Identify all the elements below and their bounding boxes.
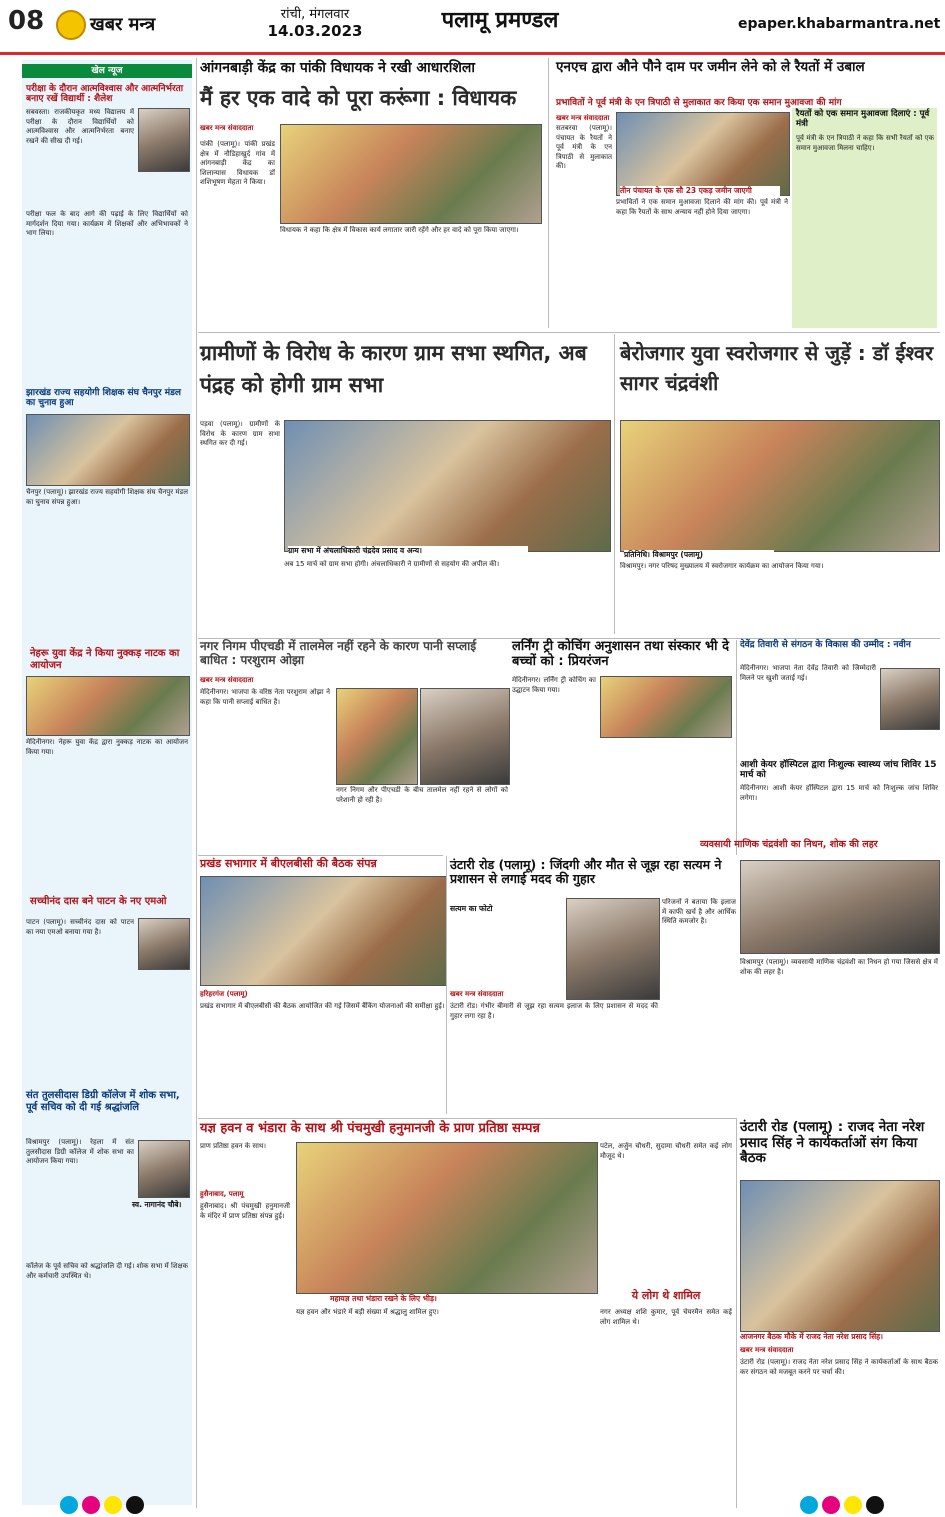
- rozgar-body: विश्रामपुर। नगर परिषद मुख्यालय में स्वरोजगार कार्यक्रम का आयोजन किया गया।: [620, 562, 824, 570]
- sidebar-story4-title: सच्चीनंद दास बने पाटन के नए एमओ: [30, 896, 167, 907]
- untari1-byline: खबर मन्त्र संवाददाता: [450, 990, 504, 998]
- untari1-photo-caption: सत्यम का फोटो: [450, 904, 560, 914]
- yagya-byline: हुसैनाबाद, पलामू: [200, 1190, 244, 1198]
- top-left-lead: पांकी (पलामू)। पांकी प्रखंड क्षेत्र में नौडिहाखुर्द गांव में आंगनबाड़ी केंद्र का शिलान्यास विधायक डॉ शशिभूषण मेहता ने किया।: [200, 140, 275, 186]
- aashi-body: मेदिनीनगर। आशी केयर हॉस्पिटल द्वारा 15 मार्च को निःशुल्क जांच शिविर लगेगा।: [740, 784, 938, 802]
- reg-yellow-icon-2: [844, 1496, 862, 1514]
- untari2-photo: [740, 1180, 940, 1332]
- prakhand-byline: हरिहरगंज (पलामू): [200, 990, 248, 998]
- sidebar-photo-5-caption: स्व. नागानंद चौबे।: [132, 1200, 182, 1209]
- sidebar-tag: खेल न्यूज: [22, 64, 192, 78]
- gram-sabha-photo-caption: ग्राम सभा में अंचलाधिकारी चंद्रदेव प्रसाद व अन्य।: [288, 546, 528, 556]
- reg-cyan-icon: [60, 1496, 78, 1514]
- gram-sabha-body: पड़वा (पलामू)। ग्रामीणों के विरोध के कारण ग्राम सभा स्थगित कर दी गई।: [200, 420, 280, 447]
- top-right-sidebox-title: रैयतों को एक समान मुआवजा दिलाएं : पूर्व मंत्री: [796, 109, 930, 129]
- dateline: [250, 6, 380, 41]
- vyavsayi-photo: [740, 860, 940, 954]
- yagya-names: पटेल, अर्जुन चौधरी, सुदामा चौधरी समेत कई लोग मौजूद थे।: [600, 1142, 732, 1160]
- reg-black-icon: [126, 1496, 144, 1514]
- rozgar-headline: बेरोजगार युवा स्वरोजगार से जुड़ें : डॉ ईश्वर सागर चंद्रवंशी: [620, 341, 934, 395]
- vyavsayi-headline: व्यवसायी माणिक चंद्रवंशी का निधन, शोक की लहर: [700, 839, 878, 850]
- paani-photo-2: [336, 688, 418, 785]
- sidebar-story3-title: नेहरू युवा केंद्र ने किया नुक्कड़ नाटक का आयोजन: [30, 648, 180, 671]
- top-right-subhead: प्रभावितों ने पूर्व मंत्री के एन त्रिपाठी से मुलाकात कर किया एक समान मुआवजा की मांग: [556, 98, 842, 108]
- devendra-body: मेदिनीनगर। भाजपा नेता देवेंद्र तिवारी को जिम्मेदारी मिलने पर खुशी जताई गई।: [740, 664, 876, 682]
- untari1-headline: उंटारी रोड (पलामू) : जिंदगी और मौत से जूझ रहा सत्यम ने प्रशासन से लगाई मदद की गुहार: [450, 857, 722, 887]
- ye-log-title: ये लोग थे शामिल: [631, 1289, 701, 1302]
- sidebar-story2-title: झारखंड राज्य सहयोगी शिक्षक संघ चैनपुर मंडल का चुनाव हुआ: [26, 388, 182, 409]
- prakhand-photo: [200, 876, 447, 986]
- yagya-photo: [296, 1142, 598, 1294]
- sidebar-story5-title: संत तुलसीदास डिग्री कॉलेज में शोक सभा, पूर्व सचिव को दी गई श्रद्धांजलि: [26, 1090, 180, 1113]
- paani-photo: [420, 688, 510, 785]
- vyavsayi-body: विश्रामपुर (पलामू)। व्यवसायी माणिक चंद्रवंशी का निधन हो गया जिससे क्षेत्र में शोक की लहर है।: [740, 958, 938, 976]
- yagya-photo-caption: महायज्ञ तथा भंडारा रखने के लिए भीड़।: [330, 1294, 570, 1304]
- devendra-photo: [880, 668, 940, 730]
- sidebar-story5-body: विश्रामपुर (पलामू)। रेहला में संत तुलसीदास डिग्री कॉलेज में शोक सभा का आयोजन किया गया।: [26, 1138, 134, 1165]
- reg-magenta-icon: [82, 1496, 100, 1514]
- sidebar-story3-body: मेदिनीनगर। नेहरू युवा केंद्र द्वारा नुक्कड़ नाटक का आयोजन किया गया।: [26, 738, 188, 756]
- sidebar-story5-body-cont: कॉलेज के पूर्व सचिव को श्रद्धांजलि दी गई। शोक सभा में शिक्षक और कर्मचारी उपस्थित थे।: [26, 1262, 188, 1280]
- untari1-photo: [566, 898, 660, 1000]
- sidebar-story4-body: पाटन (पलामू)। सच्चीनंद दास को पाटन का नया एमओ बनाया गया है।: [26, 918, 134, 936]
- paani-body: मेदिनीनगर। भाजपा के वरिष्ठ नेता परशुराम ओझा ने कहा कि पानी सप्लाई बाधित है।: [200, 688, 330, 706]
- brand-name: खबर मन्त्र: [90, 14, 156, 35]
- sidebar-photo-2: [26, 414, 190, 486]
- learning-body: मेदिनीनगर। लर्निंग ट्री कोचिंग का उद्घाटन किया गया।: [512, 676, 596, 694]
- gram-sabha-headline: ग्रामीणों के विरोध के कारण ग्राम सभा स्थगित, अब पंद्रह को होगी ग्राम सभा: [200, 341, 587, 397]
- sidebar-photo-4: [138, 918, 190, 970]
- page-number: 08: [8, 6, 45, 36]
- brand-logo-icon: [56, 10, 86, 40]
- yagya-note: प्राण प्रतिष्ठा हवन के साथ।: [200, 1142, 267, 1150]
- untari2-byline: खबर मन्त्र संवाददाता: [740, 1346, 794, 1354]
- sidebar-story1-body: सबवस्ता। राजकीयकृत मध्य विद्यालय में परीक्षा के दौरान विद्यार्थियों को आत्मविश्वास और आत्मनिर्भरता बनाए रखने की सीख दी गई।: [26, 108, 134, 145]
- prakhand-headline: प्रखंड सभागार में बीएलबीसी की बैठक संपन्न: [200, 857, 377, 870]
- sidebar-story1-body-cont: परीक्षा फल के बाद आगे की पढ़ाई के लिए विद्यार्थियों को मार्गदर्शन दिया गया। कार्यक्रम में शिक्षकों और अभिभावकों ने भाग लिया।: [26, 210, 188, 237]
- rozgar-photo-caption: प्रतिनिधि। विश्रामपुर (पलामू): [624, 550, 774, 560]
- epaper-link[interactable]: epaper.khabarmantra.net: [738, 16, 941, 32]
- untari2-photo-caption: आजनगर बैठक मौके में राजद नेता नरेश प्रसाद सिंह।: [740, 1332, 938, 1342]
- top-left-headline: मैं हर एक वादे को पूरा करूंगा : विधायक: [200, 86, 517, 110]
- sidebar-photo-1: [138, 108, 190, 172]
- section-title: पलामू प्रमण्डल: [400, 4, 600, 34]
- untari1-body: उंटारी रोड। गंभीर बीमारी से जूझ रहा सत्यम इलाज के लिए प्रशासन से मदद की गुहार लगा रहा है।: [450, 1002, 658, 1020]
- rozgar-photo: [620, 420, 940, 552]
- paani-byline: खबर मन्त्र संवाददाता: [200, 676, 254, 684]
- aashi-headline: आशी केयर हॉस्पिटल द्वारा निःशुल्क स्वास्थ्य जांच शिविर 15 मार्च को: [740, 760, 937, 781]
- sidebar-story2-body: चैनपुर (पलामू)। झारखंड राज्य सहयोगी शिक्षक संघ चैनपुर मंडल का चुनाव संपन्न हुआ।: [26, 488, 188, 506]
- yagya-body: हुसैनाबाद। श्री पंचमुखी हनुमानजी के मंदिर में प्राण प्रतिष्ठा संपन्न हुई।: [200, 1202, 290, 1220]
- untari2-headline: उंटारी रोड (पलामू) : राजद नेता नरेश प्रसाद सिंह ने कार्यकर्ताओं संग किया बैठक: [740, 1119, 925, 1167]
- page-header: [0, 0, 945, 55]
- yagya-body-cont: यज्ञ हवन और भंडारे में बड़ी संख्या में श्रद्धालु शामिल हुए।: [296, 1308, 439, 1316]
- top-left-byline: खबर मन्त्र संवाददाता: [200, 124, 254, 132]
- city-day: रांची, मंगलवार: [280, 7, 350, 22]
- reg-magenta-icon-2: [822, 1496, 840, 1514]
- devendra-headline: देवेंद्र तिवारी से संगठन के विकास की उम्मीद : नवीन: [740, 640, 911, 650]
- sidebar-photo-5: [138, 1140, 190, 1198]
- reg-cyan-icon-2: [800, 1496, 818, 1514]
- top-right-body-cont: प्रभावितों ने एक समान मुआवजा दिलाने की मांग की। पूर्व मंत्री ने कहा कि रैयतों के साथ अन्याय नहीं होने दिया जाएगा।: [616, 198, 788, 216]
- sidebar-photo-3: [26, 676, 190, 736]
- top-left-kicker: आंगनबाड़ी केंद्र का पांकी विधायक ने रखी आधारशिला: [200, 60, 475, 76]
- ye-log-body: नगर अध्यक्ष शशि कुमार, पूर्व चेयरमैन समेत कई लोग शामिल थे।: [600, 1308, 732, 1326]
- untari1-body-cont: परिजनों ने बताया कि इलाज में काफी खर्च है और आर्थिक स्थिति कमजोर है।: [662, 898, 736, 925]
- top-left-photo: [280, 124, 542, 224]
- gram-sabha-photo: [284, 420, 611, 552]
- top-right-sidebox-body: पूर्व मंत्री के एन त्रिपाठी ने कहा कि सभी रैयतों को एक समान मुआवजा मिलना चाहिए।: [796, 134, 934, 152]
- gram-sabha-body-cont: अब 15 मार्च को ग्राम सभा होगी। अंचलाधिकारी ने ग्रामीणों से सहयोग की अपील की।: [284, 560, 500, 568]
- issue-date: 14.03.2023: [267, 22, 363, 40]
- sidebar-story1-title: परीक्षा के दौरान आत्मविश्वास और आत्मनिर्भरता बनाए रखें विद्यार्थी : शैलेश: [26, 84, 184, 105]
- paani-headline: नगर निगम पीएचडी में तालमेल नहीं रहने के कारण पानी सप्लाई बाधित : परशुराम ओझा: [200, 639, 477, 667]
- learning-photo: [600, 676, 732, 738]
- yagya-headline: यज्ञ हवन व भंडारा के साथ श्री पंचमुखी हनुमानजी के प्राण प्रतिष्ठा सम्पन्न: [200, 1121, 540, 1136]
- reg-black-icon-2: [866, 1496, 884, 1514]
- top-right-photo-caption: तीन पंचायत के एक सौ 23 एकड़ जमीन जाएगी: [620, 186, 780, 196]
- untari2-body: उंटारी रोड (पलामू)। राजद नेता नरेश प्रसाद सिंह ने कार्यकर्ताओं के साथ बैठक कर संगठन को मजबूत करने पर चर्चा की।: [740, 1358, 938, 1376]
- paani-body-cont: नगर निगम और पीएचडी के बीच तालमेल नहीं रहने से लोगों को परेशानी हो रही है।: [336, 786, 508, 804]
- top-right-byline: खबर मन्त्र संवाददाता: [556, 114, 610, 122]
- top-left-body: विधायक ने कहा कि क्षेत्र में विकास कार्य लगातार जारी रहेंगे और हर वादे को पूरा किया जाएगा।: [280, 226, 519, 234]
- top-right-photo: [616, 112, 790, 196]
- prakhand-body: प्रखंड सभागार में बीएलबीसी की बैठक आयोजित की गई जिसमें बैंकिंग योजनाओं की समीक्षा हुई।: [200, 1002, 445, 1010]
- learning-headline: लर्निंग ट्री कोचिंग अनुशासन तथा संस्कार भी दे बच्चों को : प्रियरंजन: [512, 639, 729, 669]
- reg-yellow-icon: [104, 1496, 122, 1514]
- top-right-headline: एनएच द्वारा औने पौने दाम पर जमीन लेने को ले रैयतों में उबाल: [556, 59, 865, 75]
- top-right-body: सतबरवा (पलामू)। पंचायत के रैयतों ने पूर्व मंत्री के एन त्रिपाठी से मुलाकात की।: [556, 124, 612, 170]
